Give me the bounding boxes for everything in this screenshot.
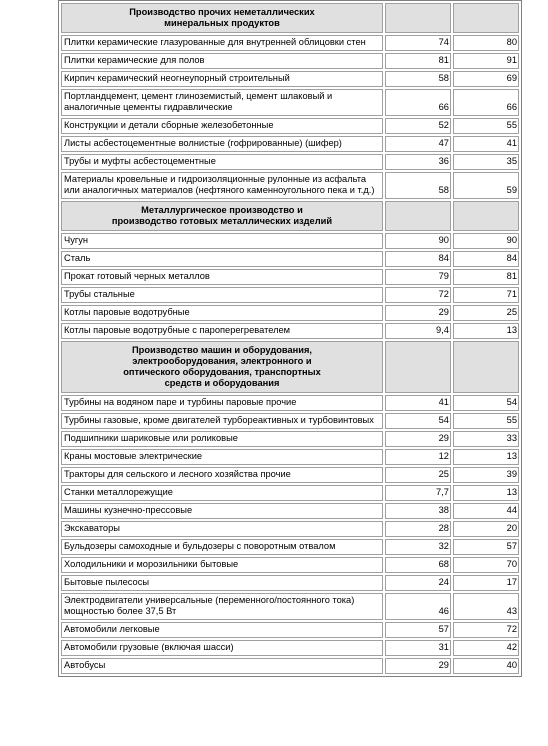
table-row <box>61 640 519 656</box>
section-empty-cell-1 <box>385 341 451 393</box>
section-title: Производство прочих неметаллических минеральных продуктов <box>61 3 383 33</box>
product-name-cell: Бульдозеры самоходные и бульдозеры с поворотным отвалом <box>61 539 383 555</box>
value-cell-2: 43 <box>453 593 519 620</box>
value-cell-2: 13 <box>453 323 519 339</box>
value-cell-1: 74 <box>385 35 451 51</box>
value-cell-1: 58 <box>385 172 451 199</box>
value-cell-2: 55 <box>453 118 519 134</box>
product-name-cell: Конструкции и детали сборные железобетонные <box>61 118 383 134</box>
product-name-cell: Прокат готовый черных металлов <box>61 269 383 285</box>
product-name-cell: Машины кузнечно-прессовые <box>61 503 383 519</box>
value-cell-1: 46 <box>385 593 451 620</box>
value-cell-2: 40 <box>453 658 519 674</box>
value-cell-2: 54 <box>453 395 519 411</box>
table-row <box>61 251 519 267</box>
table-row <box>61 431 519 447</box>
value-cell-1: 79 <box>385 269 451 285</box>
value-cell-1: 29 <box>385 658 451 674</box>
table-row <box>61 172 519 199</box>
table-row <box>61 35 519 51</box>
value-cell-1: 31 <box>385 640 451 656</box>
value-cell-2: 55 <box>453 413 519 429</box>
value-cell-2: 90 <box>453 233 519 249</box>
value-cell-1: 47 <box>385 136 451 152</box>
value-cell-2: 41 <box>453 136 519 152</box>
value-cell-2: 39 <box>453 467 519 483</box>
product-name-cell: Котлы паровые водотрубные с пароперегревателем <box>61 323 383 339</box>
table-row <box>61 154 519 170</box>
value-cell-1: 9,4 <box>385 323 451 339</box>
product-name-cell: Станки металлорежущие <box>61 485 383 501</box>
product-name-cell: Сталь <box>61 251 383 267</box>
product-name-cell: Чугун <box>61 233 383 249</box>
table-row <box>61 593 519 620</box>
section-empty-cell-2 <box>453 3 519 33</box>
section-empty-cell-2 <box>453 341 519 393</box>
value-cell-2: 70 <box>453 557 519 573</box>
product-name-cell: Котлы паровые водотрубные <box>61 305 383 321</box>
product-name-cell: Листы асбестоцементные волнистые (гофрированные) (шифер) <box>61 136 383 152</box>
product-name-cell: Трубы и муфты асбестоцементные <box>61 154 383 170</box>
value-cell-2: 13 <box>453 485 519 501</box>
section-title: Производство машин и оборудования, электрооборудования, электронного и оптического оборудования, транспортных средств и оборудования <box>61 341 383 393</box>
value-cell-1: 29 <box>385 305 451 321</box>
section-empty-cell-1 <box>385 201 451 231</box>
product-name-cell: Трубы стальные <box>61 287 383 303</box>
product-name-cell: Электродвигатели универсальные (переменного/постоянного тока) мощностью более 37,5 Вт <box>61 593 383 620</box>
value-cell-1: 84 <box>385 251 451 267</box>
table-row <box>61 413 519 429</box>
value-cell-1: 12 <box>385 449 451 465</box>
value-cell-1: 72 <box>385 287 451 303</box>
value-cell-2: 42 <box>453 640 519 656</box>
product-name-cell: Автобусы <box>61 658 383 674</box>
value-cell-1: 58 <box>385 71 451 87</box>
product-name-cell: Кирпич керамический неогнеупорный строительный <box>61 71 383 87</box>
section-title: Металлургическое производство и производство готовых металлических изделий <box>61 201 383 231</box>
product-name-cell: Холодильники и морозильники бытовые <box>61 557 383 573</box>
table-row <box>61 449 519 465</box>
value-cell-1: 32 <box>385 539 451 555</box>
table-row <box>61 287 519 303</box>
product-name-cell: Автомобили легковые <box>61 622 383 638</box>
value-cell-2: 69 <box>453 71 519 87</box>
value-cell-2: 17 <box>453 575 519 591</box>
table-row <box>61 323 519 339</box>
value-cell-2: 59 <box>453 172 519 199</box>
value-cell-2: 33 <box>453 431 519 447</box>
value-cell-2: 84 <box>453 251 519 267</box>
table-row <box>61 575 519 591</box>
section-empty-cell-2 <box>453 201 519 231</box>
value-cell-1: 66 <box>385 89 451 116</box>
table-body <box>61 3 519 674</box>
table-row <box>61 539 519 555</box>
table-row <box>61 89 519 116</box>
product-name-cell: Турбины на водяном паре и турбины паровые прочие <box>61 395 383 411</box>
value-cell-1: 90 <box>385 233 451 249</box>
table-row <box>61 557 519 573</box>
table-row <box>61 467 519 483</box>
value-cell-2: 71 <box>453 287 519 303</box>
product-name-cell: Автомобили грузовые (включая шасси) <box>61 640 383 656</box>
value-cell-1: 52 <box>385 118 451 134</box>
value-cell-1: 25 <box>385 467 451 483</box>
table-row <box>61 305 519 321</box>
product-name-cell: Портландцемент, цемент глиноземистый, цемент шлаковый и аналогичные цементы гидравлические <box>61 89 383 116</box>
table-row <box>61 118 519 134</box>
section-header-row <box>61 3 519 33</box>
value-cell-1: 68 <box>385 557 451 573</box>
production-capacity-table <box>58 0 522 677</box>
value-cell-1: 54 <box>385 413 451 429</box>
section-header-row <box>61 201 519 231</box>
table-row <box>61 233 519 249</box>
product-name-cell: Краны мостовые электрические <box>61 449 383 465</box>
product-name-cell: Бытовые пылесосы <box>61 575 383 591</box>
product-name-cell: Плитки керамические для полов <box>61 53 383 69</box>
product-name-cell: Плитки керамические глазурованные для внутренней облицовки стен <box>61 35 383 51</box>
value-cell-1: 36 <box>385 154 451 170</box>
value-cell-2: 91 <box>453 53 519 69</box>
table-row <box>61 521 519 537</box>
value-cell-2: 72 <box>453 622 519 638</box>
product-name-cell: Тракторы для сельского и лесного хозяйства прочие <box>61 467 383 483</box>
value-cell-1: 81 <box>385 53 451 69</box>
value-cell-2: 13 <box>453 449 519 465</box>
table-row <box>61 395 519 411</box>
table-row <box>61 658 519 674</box>
table-row <box>61 53 519 69</box>
value-cell-1: 7,7 <box>385 485 451 501</box>
product-name-cell: Материалы кровельные и гидроизоляционные рулонные из асфальта или аналогичных материалов (нефтяного каменноугольного пека и т.д.) <box>61 172 383 199</box>
table-row <box>61 136 519 152</box>
table-row <box>61 622 519 638</box>
product-name-cell: Подшипники шариковые или роликовые <box>61 431 383 447</box>
value-cell-2: 80 <box>453 35 519 51</box>
value-cell-1: 29 <box>385 431 451 447</box>
value-cell-1: 28 <box>385 521 451 537</box>
value-cell-2: 81 <box>453 269 519 285</box>
value-cell-2: 35 <box>453 154 519 170</box>
table-row <box>61 485 519 501</box>
value-cell-2: 20 <box>453 521 519 537</box>
value-cell-2: 66 <box>453 89 519 116</box>
value-cell-2: 57 <box>453 539 519 555</box>
section-header-row <box>61 341 519 393</box>
table-row <box>61 71 519 87</box>
product-name-cell: Экскаваторы <box>61 521 383 537</box>
section-empty-cell-1 <box>385 3 451 33</box>
value-cell-1: 24 <box>385 575 451 591</box>
product-name-cell: Турбины газовые, кроме двигателей турбореактивных и турбовинтовых <box>61 413 383 429</box>
value-cell-1: 41 <box>385 395 451 411</box>
value-cell-1: 38 <box>385 503 451 519</box>
table-row <box>61 269 519 285</box>
value-cell-2: 44 <box>453 503 519 519</box>
table-row <box>61 503 519 519</box>
value-cell-1: 57 <box>385 622 451 638</box>
value-cell-2: 25 <box>453 305 519 321</box>
